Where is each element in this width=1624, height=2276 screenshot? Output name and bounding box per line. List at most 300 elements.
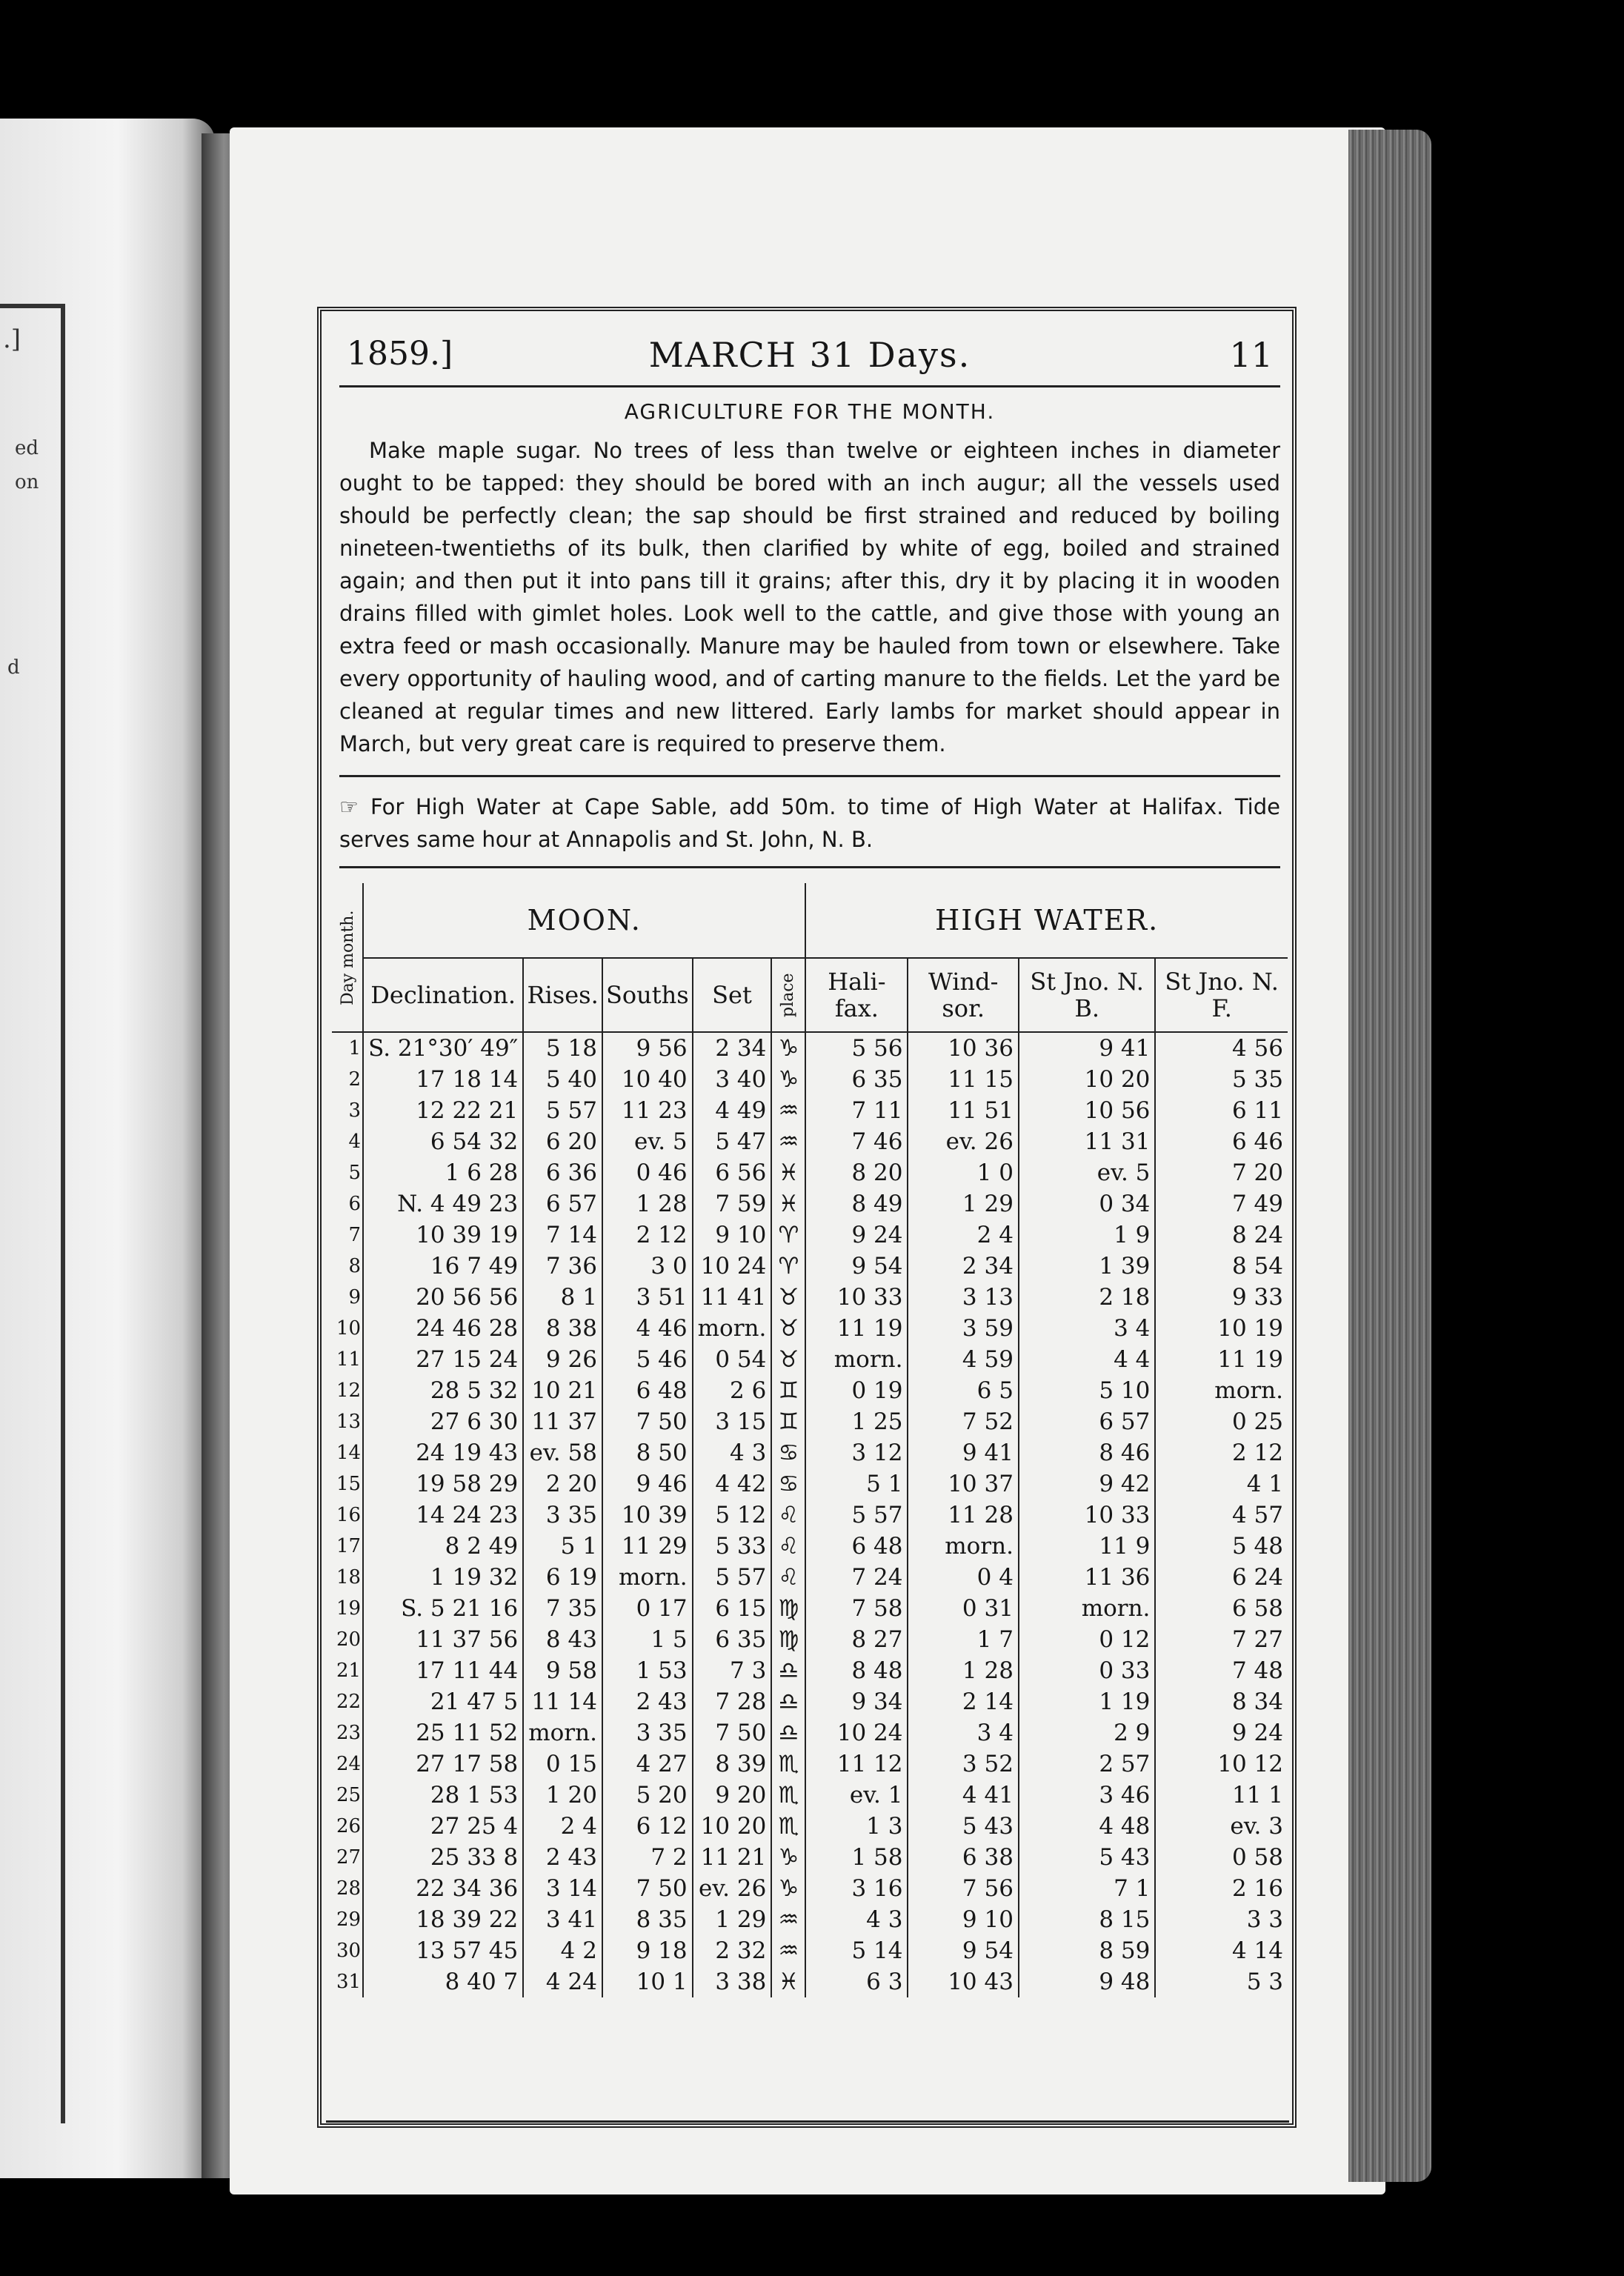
halifax-cell: 3 12 <box>805 1437 908 1468</box>
page-edges <box>1348 130 1431 2182</box>
place-cell: ♒ <box>771 1935 805 1966</box>
table-row <box>332 1593 1288 1624</box>
stjohn-nf-cell: 0 25 <box>1231 1408 1283 1435</box>
stjohn-nb-cell: 8 59 <box>1019 1935 1155 1966</box>
halifax-cell: 1 25 <box>805 1406 908 1437</box>
stjohn-nf-cell: 4 57 <box>1231 1502 1283 1528</box>
souths-cell: 3 0 <box>602 1251 693 1282</box>
souths-cell: 11 23 <box>602 1095 693 1126</box>
declination-cell: 24 19 43 <box>363 1437 523 1468</box>
set-cell: 7 28 <box>693 1686 772 1717</box>
declination-cell: 25 11 52 <box>363 1717 523 1748</box>
table-row <box>332 1251 1288 1282</box>
stjohn-nb-cell: 10 20 <box>1019 1064 1155 1095</box>
col-halifax: Hali-fax. <box>805 958 908 1032</box>
stjohn-nb-cell: 11 9 <box>1019 1531 1155 1562</box>
set-cell: 10 24 <box>693 1251 772 1282</box>
stjohn-nb-cell: 5 43 <box>1019 1842 1155 1873</box>
windsor-cell: 1 7 <box>908 1624 1018 1655</box>
place-cell: ♑ <box>771 1842 805 1873</box>
souths-cell: 5 46 <box>602 1344 693 1375</box>
place-cell: ♒ <box>771 1095 805 1126</box>
col-rises: Rises. <box>523 958 602 1032</box>
rises-cell: 7 14 <box>523 1219 602 1251</box>
halifax-cell: 7 46 <box>805 1126 908 1157</box>
rises-cell: 4 2 <box>523 1935 602 1966</box>
souths-cell: morn. <box>602 1562 693 1593</box>
table-row <box>332 1219 1288 1251</box>
set-cell: 7 3 <box>693 1655 772 1686</box>
declination-cell: 27 6 30 <box>363 1406 523 1437</box>
stjohn-nf-cell: 7 27 <box>1231 1626 1283 1653</box>
souths-cell: 9 18 <box>602 1935 693 1966</box>
day-cell: 23 <box>332 1717 363 1748</box>
declination-cell: 28 1 53 <box>363 1780 523 1811</box>
stjohn-nb-cell: 3 46 <box>1019 1780 1155 1811</box>
stjohn-nb-cell: 1 9 <box>1019 1219 1155 1251</box>
declination-cell: 25 33 8 <box>363 1842 523 1873</box>
place-cell: ♑ <box>771 1873 805 1904</box>
agriculture-text: Make maple sugar. No trees of less than twelve or eighteen inches in diameter ought to be tapped: they should be bored with an inch augur; all the vessels used should be perfectly clean; the sap should be first strained and reduced by boiling nineteen-twentieths of its bulk, then clarified by white of egg, boiled and strained again; and then put it into pans till it grains; after this, dry it by placing it in wooden drains filled with gimlet holes. Look well to the cattle, and give those with young an extra feed or mash occasionally. Manure may be hauled from town or elsewhere. Take every opportunity of hauling wood, and of carting manure to the fields. Let the yard be cleaned at regular times and new littered. Early lambs for market should appear in March, but very great care is required to preserve them. <box>339 438 1280 756</box>
set-cell: 7 50 <box>693 1717 772 1748</box>
windsor-cell: 10 37 <box>908 1468 1018 1500</box>
table-row <box>332 1873 1288 1904</box>
stjohn-nf-cell: 11 1 <box>1231 1782 1283 1809</box>
divider <box>339 775 1280 777</box>
halifax-cell: 7 11 <box>805 1095 908 1126</box>
stjohn-nf-cell: 9 33 <box>1231 1284 1283 1311</box>
halifax-cell: 0 19 <box>805 1375 908 1406</box>
declination-cell: 17 11 44 <box>363 1655 523 1686</box>
rises-cell: morn. <box>523 1717 602 1748</box>
souths-cell: 7 2 <box>602 1842 693 1873</box>
stjohn-nb-cell: 10 56 <box>1019 1095 1155 1126</box>
stjohn-nb-cell: 0 34 <box>1019 1188 1155 1219</box>
table-row <box>332 1406 1288 1437</box>
souths-cell: 4 46 <box>602 1313 693 1344</box>
halifax-cell: 7 24 <box>805 1562 908 1593</box>
windsor-cell: 6 38 <box>908 1842 1018 1873</box>
place-cell: ♓ <box>771 1157 805 1188</box>
table-row <box>332 1780 1288 1811</box>
table-row <box>332 1562 1288 1593</box>
souths-cell: 10 39 <box>602 1500 693 1531</box>
windsor-cell: 3 59 <box>908 1313 1018 1344</box>
moon-tide-table <box>332 883 1288 1997</box>
day-cell: 10 <box>332 1313 363 1344</box>
table-row <box>332 1375 1288 1406</box>
rises-cell: 6 19 <box>523 1562 602 1593</box>
declination-cell: 20 56 56 <box>363 1282 523 1313</box>
day-cell: 9 <box>332 1282 363 1313</box>
left-page-fragment <box>0 304 65 2123</box>
stjohn-nf-cell: 10 19 <box>1217 1315 1283 1342</box>
windsor-cell: 9 54 <box>908 1935 1018 1966</box>
set-cell: 1 29 <box>693 1904 772 1935</box>
halifax-cell: 9 24 <box>805 1219 908 1251</box>
place-cell: ♎ <box>771 1655 805 1686</box>
set-cell: 9 20 <box>693 1780 772 1811</box>
stjohn-nb-cell: 9 48 <box>1019 1966 1155 1997</box>
place-cell: ♈ <box>771 1219 805 1251</box>
col-souths: Souths <box>602 958 693 1032</box>
rises-cell: 2 20 <box>523 1468 602 1500</box>
day-cell: 12 <box>332 1375 363 1406</box>
rises-cell: 9 58 <box>523 1655 602 1686</box>
stjohn-nb-cell: 9 42 <box>1019 1468 1155 1500</box>
souths-cell: ev. 5 <box>602 1126 693 1157</box>
col-declination: Declination. <box>363 958 523 1032</box>
place-cell: ♓ <box>771 1188 805 1219</box>
stjohn-nb-cell: 0 12 <box>1019 1624 1155 1655</box>
stjohn-nb-cell: 2 18 <box>1019 1282 1155 1313</box>
place-cell: ♑ <box>771 1032 805 1064</box>
set-cell: 2 34 <box>693 1032 772 1064</box>
stjohn-nb-cell: 3 4 <box>1019 1313 1155 1344</box>
halifax-cell: 6 35 <box>805 1064 908 1095</box>
stjohn-nb-cell: 4 4 <box>1019 1344 1155 1375</box>
declination-cell: 18 39 22 <box>363 1904 523 1935</box>
set-cell: 9 10 <box>693 1219 772 1251</box>
rises-cell: 5 18 <box>523 1032 602 1064</box>
set-cell: 10 20 <box>693 1811 772 1842</box>
page-title: MARCH 31 Days. <box>648 335 971 375</box>
high-water-header: HIGH WATER. <box>805 883 1288 958</box>
windsor-cell: morn. <box>908 1531 1018 1562</box>
place-cell: ♒ <box>771 1126 805 1157</box>
windsor-cell: 0 31 <box>908 1593 1018 1624</box>
rises-cell: 11 14 <box>523 1686 602 1717</box>
table-row <box>332 1032 1288 1064</box>
divider <box>339 866 1280 868</box>
windsor-cell: 11 15 <box>908 1064 1018 1095</box>
windsor-cell: 2 34 <box>908 1251 1018 1282</box>
table-row <box>332 1904 1288 1935</box>
halifax-cell: 5 57 <box>805 1500 908 1531</box>
halifax-cell: 6 3 <box>805 1966 908 1997</box>
declination-cell: 6 54 32 <box>363 1126 523 1157</box>
declination-cell: 22 34 36 <box>363 1873 523 1904</box>
stjohn-nb-cell: 1 39 <box>1019 1251 1155 1282</box>
table-row <box>332 1500 1288 1531</box>
table-row <box>332 1095 1288 1126</box>
left-fragment-text: .] <box>3 325 21 354</box>
set-cell: 5 33 <box>693 1531 772 1562</box>
place-cell: ♌ <box>771 1500 805 1531</box>
rises-cell: 3 14 <box>523 1873 602 1904</box>
set-cell: 5 47 <box>693 1126 772 1157</box>
place-cell: ♋ <box>771 1468 805 1500</box>
stjohn-nb-cell: 8 46 <box>1019 1437 1155 1468</box>
declination-cell: 27 17 58 <box>363 1748 523 1780</box>
place-cell: ♊ <box>771 1406 805 1437</box>
rises-cell: 5 57 <box>523 1095 602 1126</box>
place-cell: ♎ <box>771 1717 805 1748</box>
place-cell: ♏ <box>771 1780 805 1811</box>
stjohn-nb-cell: 11 36 <box>1019 1562 1155 1593</box>
stjohn-nb-cell: 4 48 <box>1019 1811 1155 1842</box>
windsor-cell: 0 4 <box>908 1562 1018 1593</box>
windsor-cell: 6 5 <box>908 1375 1018 1406</box>
windsor-cell: 1 28 <box>908 1655 1018 1686</box>
declination-cell: 21 47 5 <box>363 1686 523 1717</box>
pointing-hand-icon: ☞ <box>339 794 359 819</box>
declination-cell: S. 21°30′ 49″ <box>363 1032 523 1064</box>
day-cell: 26 <box>332 1811 363 1842</box>
table-row <box>332 1966 1288 1997</box>
set-cell: ev. 26 <box>693 1873 772 1904</box>
set-cell: 2 32 <box>693 1935 772 1966</box>
declination-cell: 17 18 14 <box>363 1064 523 1095</box>
table-row <box>332 1344 1288 1375</box>
stjohn-nb-cell: 1 19 <box>1019 1686 1155 1717</box>
souths-cell: 4 27 <box>602 1748 693 1780</box>
stjohn-nf-cell: 10 12 <box>1217 1751 1283 1777</box>
set-cell: 8 39 <box>693 1748 772 1780</box>
windsor-cell: 3 13 <box>908 1282 1018 1313</box>
souths-cell: 7 50 <box>602 1406 693 1437</box>
souths-cell: 3 51 <box>602 1282 693 1313</box>
day-cell: 8 <box>332 1251 363 1282</box>
stjohn-nf-cell: 7 20 <box>1231 1159 1283 1186</box>
stjohn-nf-cell: 5 48 <box>1231 1533 1283 1560</box>
rises-cell: 9 26 <box>523 1344 602 1375</box>
halifax-cell: 8 48 <box>805 1655 908 1686</box>
stjohn-nf-cell: 9 24 <box>1231 1720 1283 1746</box>
stjohn-nb-cell: 2 57 <box>1019 1748 1155 1780</box>
place-cell: ♊ <box>771 1375 805 1406</box>
windsor-cell: ev. 26 <box>908 1126 1018 1157</box>
day-cell: 1 <box>332 1032 363 1064</box>
stjohn-nb-cell: 6 57 <box>1019 1406 1155 1437</box>
stjohn-nf-cell: morn. <box>1214 1377 1283 1404</box>
page-header <box>332 319 1288 385</box>
place-cell: ♏ <box>771 1811 805 1842</box>
set-cell: 11 21 <box>693 1842 772 1873</box>
declination-cell: S. 5 21 16 <box>363 1593 523 1624</box>
souths-cell: 9 56 <box>602 1032 693 1064</box>
day-cell: 30 <box>332 1935 363 1966</box>
declination-cell: N. 4 49 23 <box>363 1188 523 1219</box>
place-cell: ♍ <box>771 1624 805 1655</box>
rises-cell: 5 40 <box>523 1064 602 1095</box>
set-cell: 0 54 <box>693 1344 772 1375</box>
rises-cell: 8 1 <box>523 1282 602 1313</box>
day-cell: 5 <box>332 1157 363 1188</box>
souths-cell: 2 12 <box>602 1219 693 1251</box>
stjohn-nb-cell: morn. <box>1019 1593 1155 1624</box>
souths-cell: 8 50 <box>602 1437 693 1468</box>
table-row <box>332 1157 1288 1188</box>
windsor-cell: 5 43 <box>908 1811 1018 1842</box>
rises-cell: 1 20 <box>523 1780 602 1811</box>
halifax-cell: 8 20 <box>805 1157 908 1188</box>
halifax-cell: 6 48 <box>805 1531 908 1562</box>
place-cell: ♏ <box>771 1748 805 1780</box>
stjohn-nf-cell: 5 3 <box>1246 1969 1283 1995</box>
halifax-cell: 8 49 <box>805 1188 908 1219</box>
table-row <box>332 1064 1288 1095</box>
stjohn-nb-cell: 2 9 <box>1019 1717 1155 1748</box>
divider <box>339 385 1280 387</box>
set-cell: 3 38 <box>693 1966 772 1997</box>
halifax-cell: ev. 1 <box>805 1780 908 1811</box>
day-cell: 13 <box>332 1406 363 1437</box>
rises-cell: 5 1 <box>523 1531 602 1562</box>
rises-cell: 3 41 <box>523 1904 602 1935</box>
windsor-cell: 11 28 <box>908 1500 1018 1531</box>
table-row <box>332 1624 1288 1655</box>
rises-cell: 8 43 <box>523 1624 602 1655</box>
table-row <box>332 1686 1288 1717</box>
rises-cell: 7 35 <box>523 1593 602 1624</box>
halifax-cell: 5 1 <box>805 1468 908 1500</box>
declination-cell: 16 7 49 <box>363 1251 523 1282</box>
declination-cell: 14 24 23 <box>363 1500 523 1531</box>
declination-cell: 8 40 7 <box>363 1966 523 1997</box>
souths-cell: 11 29 <box>602 1531 693 1562</box>
halifax-cell: 4 3 <box>805 1904 908 1935</box>
day-cell: 3 <box>332 1095 363 1126</box>
table-row <box>332 1468 1288 1500</box>
place-cell: ♉ <box>771 1344 805 1375</box>
set-cell: 11 41 <box>693 1282 772 1313</box>
stjohn-nb-cell: ev. 5 <box>1019 1157 1155 1188</box>
souths-cell: 1 5 <box>602 1624 693 1655</box>
stjohn-nf-cell: 0 58 <box>1231 1844 1283 1871</box>
stjohn-nf-cell: 8 24 <box>1231 1222 1283 1248</box>
souths-cell: 6 12 <box>602 1811 693 1842</box>
stjohn-nf-cell: 6 24 <box>1231 1564 1283 1591</box>
day-cell: 7 <box>332 1219 363 1251</box>
note-text: For High Water at Cape Sable, add 50m. to time of High Water at Halifax. Tide serves same hour at Annapolis and St. John, N. B. <box>339 794 1280 852</box>
set-cell: 4 49 <box>693 1095 772 1126</box>
day-cell: 27 <box>332 1842 363 1873</box>
rises-cell: 2 4 <box>523 1811 602 1842</box>
stjohn-nf-cell: 7 49 <box>1231 1191 1283 1217</box>
day-cell: 15 <box>332 1468 363 1500</box>
set-cell: morn. <box>693 1313 772 1344</box>
set-cell: 2 6 <box>693 1375 772 1406</box>
stjohn-nf-cell: 6 46 <box>1231 1128 1283 1155</box>
windsor-cell: 10 36 <box>908 1032 1018 1064</box>
day-cell: 22 <box>332 1686 363 1717</box>
windsor-cell: 2 4 <box>908 1219 1018 1251</box>
souths-cell: 7 50 <box>602 1873 693 1904</box>
day-cell: 4 <box>332 1126 363 1157</box>
col-place: place <box>771 958 805 1032</box>
windsor-cell: 10 43 <box>908 1966 1018 1997</box>
set-cell: 6 56 <box>693 1157 772 1188</box>
day-cell: 2 <box>332 1064 363 1095</box>
windsor-cell: 3 4 <box>908 1717 1018 1748</box>
halifax-cell: 11 19 <box>805 1313 908 1344</box>
rises-cell: 11 37 <box>523 1406 602 1437</box>
stjohn-nf-cell: 11 19 <box>1217 1346 1283 1373</box>
declination-cell: 12 22 21 <box>363 1095 523 1126</box>
rises-cell: 6 20 <box>523 1126 602 1157</box>
table-row <box>332 1935 1288 1966</box>
halifax-cell: 8 27 <box>805 1624 908 1655</box>
halifax-cell: 9 54 <box>805 1251 908 1282</box>
day-cell: 24 <box>332 1748 363 1780</box>
rises-cell: 6 36 <box>523 1157 602 1188</box>
souths-cell: 8 35 <box>602 1904 693 1935</box>
place-cell: ♌ <box>771 1531 805 1562</box>
day-cell: 16 <box>332 1500 363 1531</box>
rises-cell: 6 57 <box>523 1188 602 1219</box>
day-month-header: Day month. <box>332 883 363 1032</box>
left-fragment-text: ed <box>15 437 39 459</box>
stjohn-nf-cell: 4 56 <box>1231 1035 1283 1062</box>
stjohn-nf-cell: 8 34 <box>1231 1688 1283 1715</box>
stjohn-nf-cell: ev. 3 <box>1230 1813 1283 1840</box>
declination-cell: 27 25 4 <box>363 1811 523 1842</box>
rises-cell: 3 35 <box>523 1500 602 1531</box>
page-content <box>332 319 1288 1997</box>
rises-cell: 10 21 <box>523 1375 602 1406</box>
place-cell: ♈ <box>771 1251 805 1282</box>
windsor-cell: 7 56 <box>908 1873 1018 1904</box>
halifax-cell: morn. <box>805 1344 908 1375</box>
table-row <box>332 1717 1288 1748</box>
rises-cell: 4 24 <box>523 1966 602 1997</box>
place-cell: ♍ <box>771 1593 805 1624</box>
day-cell: 11 <box>332 1344 363 1375</box>
day-cell: 6 <box>332 1188 363 1219</box>
place-cell: ♌ <box>771 1562 805 1593</box>
page-number: 11 <box>1229 335 1273 375</box>
halifax-cell: 3 16 <box>805 1873 908 1904</box>
stjohn-nb-cell: 9 41 <box>1019 1032 1155 1064</box>
souths-cell: 2 43 <box>602 1686 693 1717</box>
place-cell: ♉ <box>771 1313 805 1344</box>
day-cell: 20 <box>332 1624 363 1655</box>
table-row <box>332 1437 1288 1468</box>
declination-cell: 1 19 32 <box>363 1562 523 1593</box>
set-cell: 6 15 <box>693 1593 772 1624</box>
windsor-cell: 11 51 <box>908 1095 1018 1126</box>
stjohn-nb-cell: 8 15 <box>1019 1904 1155 1935</box>
place-cell: ♎ <box>771 1686 805 1717</box>
declination-cell: 24 46 28 <box>363 1313 523 1344</box>
col-stjohn-nf: St Jno. N. F. <box>1155 958 1288 1032</box>
high-water-note <box>332 791 1288 856</box>
day-cell: 25 <box>332 1780 363 1811</box>
stjohn-nf-cell: 6 11 <box>1231 1097 1283 1124</box>
stjohn-nf-cell: 8 54 <box>1231 1253 1283 1280</box>
stjohn-nf-cell: 5 35 <box>1231 1066 1283 1093</box>
set-cell: 3 15 <box>693 1406 772 1437</box>
day-cell: 19 <box>332 1593 363 1624</box>
souths-cell: 9 46 <box>602 1468 693 1500</box>
halifax-cell: 9 34 <box>805 1686 908 1717</box>
windsor-cell: 7 52 <box>908 1406 1018 1437</box>
set-cell: 4 42 <box>693 1468 772 1500</box>
rises-cell: ev. 58 <box>523 1437 602 1468</box>
windsor-cell: 4 59 <box>908 1344 1018 1375</box>
col-windsor: Wind-sor. <box>908 958 1018 1032</box>
stjohn-nf-cell: 6 58 <box>1231 1595 1283 1622</box>
declination-cell: 11 37 56 <box>363 1624 523 1655</box>
stjohn-nb-cell: 10 33 <box>1019 1500 1155 1531</box>
declination-cell: 27 15 24 <box>363 1344 523 1375</box>
halifax-cell: 11 12 <box>805 1748 908 1780</box>
halifax-cell: 1 3 <box>805 1811 908 1842</box>
halifax-cell: 10 33 <box>805 1282 908 1313</box>
souths-cell: 1 53 <box>602 1655 693 1686</box>
rises-cell: 2 43 <box>523 1842 602 1873</box>
